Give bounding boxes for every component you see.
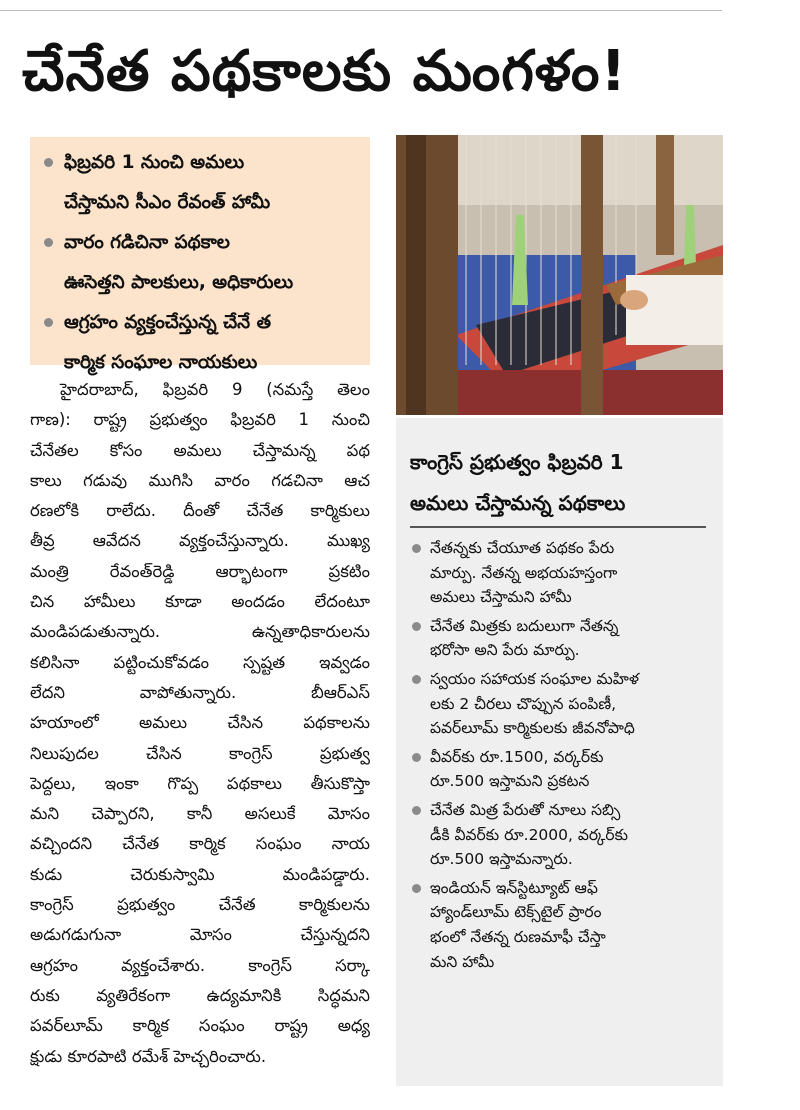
- schemes-sidebox: [396, 418, 723, 1086]
- scheme-line: అమలు చేస్తామని హామీ: [430, 588, 572, 607]
- article-line: కుడు చెరుకుస్వామి మండిపడ్డారు.: [30, 864, 370, 884]
- article-line: చిన హామీలు కూడా అందడం లేదంటూ: [30, 592, 370, 612]
- scheme-line: ఇండియన్ ఇన్‌స్టిట్యూట్ ఆఫ్: [430, 878, 598, 897]
- highlight-line: కార్మిక సంఘాల నాయకులు: [64, 352, 258, 373]
- bullet-icon: [44, 158, 53, 167]
- bullet-icon: [412, 544, 421, 553]
- scheme-line: లకు 2 చీరలు చొప్పున పంపిణీ,: [430, 694, 617, 713]
- article-line: కలిసినా పట్టించుకోవడం స్పష్టత ఇవ్వడం: [30, 652, 370, 672]
- bullet-icon: [44, 238, 53, 247]
- highlight-line: వారం గడిచినా పథకాల: [64, 232, 230, 253]
- article-line: తీవ్ర ఆవేదన వ్యక్తంచేస్తున్నారు. ముఖ్య: [30, 531, 370, 551]
- article-line: అడుగడుగునా మోసం చేస్తున్నదని: [30, 925, 370, 945]
- bullet-icon: [412, 675, 421, 684]
- sidebox-title: [410, 442, 710, 524]
- highlights-box: [30, 137, 370, 373]
- scheme-line: చేనేత మిత్రకు బదులుగా నేతన్న: [430, 616, 619, 635]
- article-line: రణలోకి రాలేదు. దీంతో చేనేత కార్మికులు: [30, 501, 370, 521]
- article-line: మండిపడుతున్నారు. ఉన్నతాధికారులను: [30, 622, 370, 642]
- sidebox-title-line: కాంగ్రెస్ ప్రభుత్వం ఫిబ్రవరి 1: [410, 450, 624, 474]
- article-line: కాంగ్రెస్ ప్రభుత్వం చేనేత కార్మికులను: [30, 895, 370, 915]
- bullet-icon: [412, 622, 421, 631]
- scheme-item: [410, 876, 715, 974]
- scheme-line: మార్పు. నేతన్న అభయహస్తంగా: [430, 563, 618, 582]
- highlight-line: చేస్తామని సీఎం రేవంత్ హామీ: [64, 192, 271, 213]
- scheme-line: వీవర్‌కు రూ.1500, వర్కర్‌కు: [430, 747, 604, 766]
- scheme-line: భంలో నేతన్న రుణమాఫీ చేస్తా: [430, 927, 606, 946]
- scheme-list: [410, 536, 715, 974]
- article-line: హయాంలో అమలు చేసిన పథకాలను: [30, 713, 370, 733]
- article-line: కాలు గడువు ముగిసి వారం గడచినా ఆచ: [30, 470, 370, 490]
- sidebox-divider: [410, 526, 706, 528]
- article-line: నిలుపుదల చేసిన కాంగ్రెస్ ప్రభుత్వ: [30, 743, 370, 763]
- scheme-line: నేతన్నకు చేయూత పథకం పేరు: [430, 539, 615, 557]
- article-body: [30, 375, 370, 1072]
- article-line: చేనేతల కోసం అమలు చేస్తామన్న పథ: [30, 440, 370, 460]
- scheme-line: భరోసా అని పేరు మార్పు.: [430, 641, 580, 660]
- highlight-item: [30, 223, 370, 303]
- article-line: వచ్చిందని చేనేత కార్మిక సంఘం నాయ: [30, 834, 370, 854]
- scheme-line: చేనేత మిత్ర పేరుతో నూలు సబ్సి: [430, 800, 621, 819]
- scheme-line: రూ.500 ఇస్తామని ప్రకటన: [430, 772, 590, 791]
- sidebox-title-line: అమలు చేస్తామన్న పథకాలు: [410, 491, 626, 515]
- bullet-icon: [412, 806, 421, 815]
- highlight-item: [30, 143, 370, 223]
- scheme-item: [410, 536, 715, 610]
- scheme-line: రూ.500 ఇస్తామన్నారు.: [430, 850, 573, 869]
- highlight-item: [30, 303, 370, 383]
- bullet-icon: [44, 318, 53, 327]
- scheme-item: [410, 614, 715, 663]
- article-line: మని చెప్పారని, కానీ అసలుకే మోసం: [30, 804, 370, 824]
- bullet-icon: [412, 753, 421, 762]
- scheme-line: హ్యాండ్‌లూమ్ టెక్స్‌టైల్ ప్రారం: [430, 903, 602, 922]
- highlight-line: ఊసెత్తని పాలకులు, అధికారులు: [64, 272, 294, 293]
- article-line: రుకు వ్యతిరేకంగా ఉద్యమానికి సిద్ధమని: [30, 985, 370, 1005]
- highlight-line: ఆగ్రహం వ్యక్తంచేస్తున్న చేనే త: [64, 312, 271, 333]
- article-line: పవర్‌లూమ్ కార్మిక సంఘం రాష్ట్ర అధ్య: [30, 1016, 370, 1036]
- scheme-line: స్వయం సహాయక సంఘాల మహిళ: [430, 669, 639, 688]
- article-line: క్షుడు కూరపాటి రమేశ్ హెచ్చరించారు.: [30, 1046, 267, 1066]
- article-line: పెద్దలు, ఇంకా గొప్ప పథకాలు తీసుకొస్తా: [30, 773, 370, 793]
- article-line: హైదరాబాద్, ఫిబ్రవరి 9 (నమస్తే తెలం: [60, 380, 370, 399]
- scheme-item: [410, 798, 715, 872]
- scheme-line: డీకి వీవర్‌కు రూ.2000, వర్కర్‌కు: [430, 825, 629, 844]
- scheme-item: [410, 745, 715, 794]
- article-line: మంత్రి రేవంత్‌రెడ్డి ఆర్భాటంగా ప్రకటిం: [30, 561, 370, 581]
- highlight-line: ఫిబ్రవరి 1 నుంచి అమలు: [64, 152, 245, 173]
- scheme-line: మని హామీ: [430, 952, 495, 971]
- article-line: గాణ): రాష్ట్ర ప్రభుత్వం ఫిబ్రవరి 1 నుంచి: [30, 410, 370, 430]
- bullet-icon: [412, 884, 421, 893]
- scheme-line: పవర్‌లూమ్ కార్మికులకు జీవనోపాధి: [430, 719, 635, 738]
- article-line: ఆగ్రహం వ్యక్తంచేశారు. కాంగ్రెస్ సర్కా: [30, 955, 370, 975]
- top-rule: [0, 0, 722, 11]
- headline: చేనేత పథకాలకు మంగళం!: [22, 39, 627, 104]
- scheme-item: [410, 667, 715, 741]
- article-line: లేదని వాపోతున్నారు. బీఆర్‌ఎస్: [30, 682, 370, 702]
- handloom-weaving-photo: [396, 135, 723, 415]
